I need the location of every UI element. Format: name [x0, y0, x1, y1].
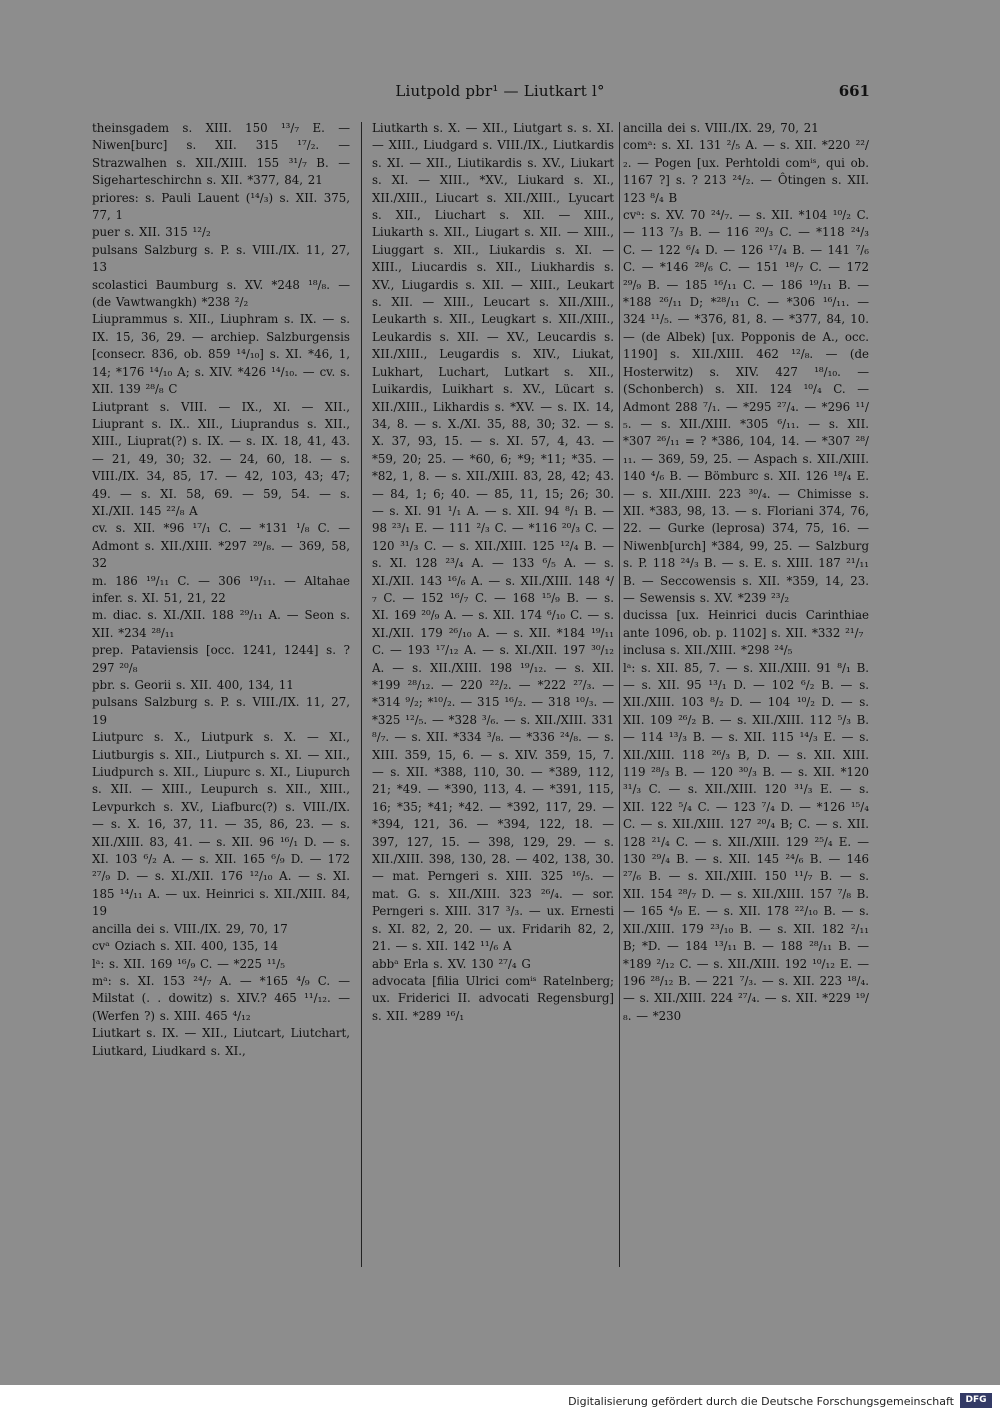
page-header [0, 82, 1000, 106]
entry-paragraph: m. 186 ¹⁹/₁₁ C. — 306 ¹⁹/₁₁. — Altahae infer. s. XI. 51, 21, 22 [92, 573, 350, 605]
running-title: Liutpold pbr¹ — Liutkart l° [395, 82, 605, 100]
entry-paragraph: m. diac. s. XI./XII. 188 ²⁹/₁₁ A. — Seon s. XII. *234 ²⁸/₁₁ [92, 608, 350, 640]
entry-paragraph: Liutpurc s. X., Liutpurk s. X. — XI., Liutburgis s. XII., Liutpurch s. XI. — XII., Liudpurch s. XII., Liupurc s. XI., Liupurch s. XII. — XIII., Leupurch s. XII., XIII., Levpurkch s. XV., Liafburc(?) s. VIII./IX. — s. X. 16, 37, 11. — 35, 86, 23. — s. XII./XIII. 83, 41. — s. XII. 96 ¹⁶/₁ D. — s. XI. 103 ⁶/₂ A. — s. XII. 165 ⁶/₉ D. — 172 ²⁷/₉ D. — s. XI./XII. 176 ¹²/₁₀ A. — s. XI. 185 ¹⁴/₁₁ A. — ux. Heinrici s. XII./XIII. 84, 19 [92, 730, 350, 919]
entry-paragraph: ancilla dei s. VIII./IX. 29, 70, 17 [92, 921, 288, 936]
entry-paragraph: Liutkarth s. X. — XII., Liutgart s. s. XI. — XIII., Liudgard s. VIII./IX., Liutkardis s. XI. — XII., Liutikardis s. XV., Liukart s. XI. — XIII., *XV., Liukard s. XI., XII./XIII., Liucart s. XII./XIII., Lyucart s. XII., Liuchart s. XII. — XIII., Liukarth s. XII., Liugart s. XII. — XIII., Liuggart s. XII., Liukardis s. XI. — XIII., Liucardis s. XII., Liukhardis s. XV., Liugardis s. XII. — XIII., Leukart s. XII. — XIII., Leucart s. XII./XIII., Leukarth s. XII., Leugkart s. XII./XIII., Leukardis s. XII. — XV., Leucardis s. XII./XIII., Leugardis s. XIV., Liukat, Lukhart, Luchart, Lutkart s. XII., Luikardis, Luikhart s. XV., Lücart s. XII./XIII., Likhardis s. *XV. — s. IX. 14, 34, 8. — s. X./XI. 35, 88, 30; 32. — s. X. 37, 93, 15. — s. XI. 57, 4, 43. — *59, 20; 25. — *60, 6; *9; *11; *35. — *82, 1, 8. — s. XII./XIII. 83, 28, 42; 43. — 84, 1; 6; 40. — 85, 11, 15; 26; 30. — s. XI. 91 ¹/₁ A. — s. XII. 94 ⁸/₁ B. — 98 ²³/₁ E. — 111 ²/₃ C. — *116 ²⁰/₃ C. — 120 ³¹/₃ C. — s. XII./XIII. 125 ¹²/₄ B. — s. XI. 128 ²³/₄ A. — 133 ⁶/₅ A. — s. XI./XII. 143 ¹⁶/₆ A. — s. XII./XIII. 148 ⁴/₇ C. — 152 ¹⁶/₇ C. — 168 ¹⁵/₉ B. — s. XI. 169 ²⁰/₉ A. — s. XII. 174 ⁶/₁₀ C. — s. XI./XII. 179 ²⁶/₁₀ A. — s. XII. *184 ¹⁹/₁₁ C. — 193 ¹⁷/₁₂ A. — s. XI./XII. 197 ³⁰/₁₂ A. — s. XII./XIII. 198 ¹⁹/₁₂. — s. XII. *199 ²⁸/₁₂. — 220 ²²/₂. — *222 ²⁷/₃. — *314 ⁹/₂; *¹⁰/₂. — 315 ¹⁶/₂. — 318 ¹⁰/₃. — *325 ¹²/₅. — *328 ³/₆. — s. XII./XIII. 331 ⁸/₇. — s. XII. *334 ³/₈. — *336 ²⁴/₈. — s. XIII. 359, 15, 6. — s. XIV. 359, 15, 7. — s. XII. *388, 110, 30. — *389, 112, 21; *49. — *390, 113, 4. — *391, 115, 16; *35; *41; *42. — *392, 117, 29. — *394, 121, 36. — *394, 122, 18. — 397, 127, 15. — 398, 129, 29. — s. XII./XIII. 398, 130, 28. — 402, 138, 30. — mat. Perngeri s. XIII. 325 ¹⁶/₅. — mat. G. s. XII./XIII. 323 ²⁶/₄. — sor. Perngeri s. XIII. 317 ³/₃. — ux. Ernesti s. XI. 82, 2, 20. — ux. Fridarih 82, 2, 21. — s. XII. 142 ¹¹/₆ A [372, 121, 614, 954]
entry-paragraph: Liutprant s. VIII. — IX., XI. — XII., Liuprant s. IX.. XII., Liuprandus s. XII., XIII., Liuprat(?) s. IX. — s. IX. 18, 41, 43. — 21, 49, 30; 32. — 24, 60, 18. — s. VIII./IX. 34, 85, 17. — 42, 103, 43; 47; 49. — s. XI. 58, 69. — 59, 54. — s. XI./XII. 145 ²²/₈ A [92, 399, 350, 518]
entry-paragraph: ancilla dei s. VIII./IX. 29, 70, 21 [623, 121, 819, 135]
entry-paragraph: comᵃ: s. XI. 131 ²/₅ A. — s. XII. *220 ²²/₂. — Pogen [ux. Perhtoldi comⁱˢ, qui ob. 1167 ?] s. ? 213 ²⁴/₂. — Ôtingen s. XII. 123 ⁸/₄ B [623, 138, 869, 205]
entry-paragraph: puer s. XII. 315 ¹²/₂ [92, 225, 211, 240]
entry-paragraph: cvᵃ: s. XV. 70 ²⁴/₇. — s. XII. *104 ¹⁰/₂ C. — 113 ⁷/₃ B. — 116 ²⁰/₃ C. — *118 ²⁴/₃ C. — 122 ⁶/₄ D. — 126 ¹⁷/₄ B. — 141 ⁷/₆ C. — *146 ²⁸/₆ C. — 151 ¹⁸/₇ C. — 172 ²⁹/₉ B. — 185 ¹⁶/₁₁ C. — 186 ¹⁹/₁₁ B. — *188 ²⁶/₁₁ D; *²⁸/₁₁ C. — *306 ¹⁶/₁₁. — 324 ¹¹/₅. — *376, 81, 8. — *377, 84, 10. — (de Albek) [ux. Popponis de A., occ. 1190] s. XII./XIII. 462 ¹²/₈. — (de Hosterwitz) s. XIV. 427 ¹⁸/₁₀. — (Schonberch) s. XII. 124 ¹⁰/₄ C. — Admont 288 ⁷/₁. — *295 ²⁷/₄. — *296 ¹¹/₅. — s. XII./XIII. *305 ⁶/₁₁. — s. XII. *307 ²⁶/₁₁ = ? *386, 104, 14. — *307 ²⁸/₁₁. — 369, 59, 25. — Aspach s. XII./XIII. 140 ⁴/₆ B. — Bömburc s. XII. 126 ¹⁸/₄ E. — s. XII./XIII. 223 ³⁰/₄. — Chimisse s. XII. *383, 98, 13. — s. Floriani 374, 76, 22. — Gurke (leprosa) 374, 75, 16. — Niwenb[urch] *384, 99, 25. — Salzburg s. P. 118 ²⁴/₃ B. — s. E. s. XIII. 187 ²¹/₁₁ B. — Seccowensis s. XII. *359, 14, 23. — Sewensis s. XV. *239 ²³/₂ [623, 208, 869, 605]
footer-bar [0, 1385, 1000, 1417]
entry-paragraph: lᵃ: s. XII. 169 ¹⁶/₉ C. — *225 ¹¹/₅ [92, 956, 285, 971]
entry-paragraph: advocata [filia Ulrici comⁱˢ Ratelnberg; ux. Friderici II. advocati Regensburg] s. XII. *289 ¹⁶/₁ [372, 973, 614, 1023]
column-divider [361, 122, 362, 1267]
entry-paragraph: cvᵃ Oziach s. XII. 400, 135, 14 [92, 939, 279, 954]
page-number: 661 [838, 82, 870, 100]
entry-paragraph: priores: s. Pauli Lauent (¹⁴/₃) s. XII. 375, 77, 1 [92, 190, 350, 223]
entry-paragraph: theinsgadem s. XIII. 150 ¹³/₇ E. — Niwen[burc] s. XII. 315 ¹⁷/₂. — Strazwalhen s. XII./XIII. 155 ³¹/₇ B. — Sigeharteschirchn s. XII. *377, 84, 21 [92, 121, 350, 188]
text-column-left [92, 120, 350, 1270]
entry-paragraph: inclusa s. XII./XIII. *298 ²⁴/₅ [623, 643, 793, 658]
entry-paragraph: Liuprammus s. XII., Liuphram s. IX. — s. IX. 15, 36, 29. — archiep. Salzburgensis [consecr. 836, ob. 859 ¹⁴/₁₀] s. XI. *46, 1, 14; *176 ¹⁴/₁₀ A; s. XIV. *426 ¹⁴/₁₀. — cv. s. XII. 139 ²⁸/₈ C [92, 312, 350, 397]
entry-paragraph: cv. s. XII. *96 ¹⁷/₁ C. — *131 ¹/₈ C. — Admont s. XII./XIII. *297 ²⁹/₈. — 369, 58, 32 [92, 521, 350, 571]
entry-paragraph: mᵃ: s. XI. 153 ²⁴/₇ A. — *165 ⁴/₉ C. — Milstat (. . dowitz) s. XIV.? 465 ¹¹/₁₂. — (Werfen ?) s. XIII. 465 ⁴/₁₂ [92, 973, 350, 1023]
funding-notice: Digitalisierung gefördert durch die Deutsche Forschungsgemeinschaft [568, 1395, 954, 1408]
entry-paragraph: lᵃ: s. XII. 85, 7. — s. XII./XIII. 91 ⁸/₁ B. — s. XII. 95 ¹³/₁ D. — 102 ⁶/₂ B. — s. XII./XIII. 103 ⁸/₂ D. — 104 ¹⁰/₂ D. — s. XII. 109 ²⁶/₂ B. — s. XII./XIII. 112 ⁵/₃ B. — 114 ¹³/₃ B. — s. XII. 115 ¹⁴/₃ E. — s. XII./XIII. 118 ²⁶/₃ B, D. — s. XII. XIII. 119 ²⁸/₃ B. — 120 ³⁰/₃ B. — s. XII. *120 ³¹/₃ C. — s. XII./XIII. 120 ³¹/₃ E. — s. XII. 122 ⁵/₄ C. — 123 ⁷/₄ D. — *126 ¹⁵/₄ C. — s. XII./XIII. 127 ²⁰/₄ B; C. — s. XII. 128 ²¹/₄ C. — s. XII./XIII. 129 ²⁵/₄ E. — 130 ²⁹/₄ B. — s. XII. 145 ²⁴/₆ B. — 146 ²⁷/₆ B. — s. XII./XIII. 150 ¹¹/₇ B. — s. XII. 154 ²⁸/₇ D. — s. XII./XIII. 157 ⁷/₈ B. — 165 ⁴/₉ E. — s. XII. 178 ²²/₁₀ B. — s. XII./XIII. 179 ²³/₁₀ B. — s. XII. 182 ²/₁₁ B; *D. — 184 ¹³/₁₁ B. — 188 ²⁸/₁₁ B. — *189 ²/₁₂ C. — s. XII./XIII. 192 ¹⁰/₁₂ E. — 196 ²⁸/₁₂ B. — 221 ⁷/₃. — s. XII. 223 ¹⁸/₄. — s. XII./XIII. 224 ²⁷/₄. — s. XII. *229 ¹⁹/₈. — *230 [623, 660, 869, 1023]
entry-paragraph: pbr. s. Georii s. XII. 400, 134, 11 [92, 678, 294, 692]
entry-paragraph: abbᵃ Erla s. XV. 130 ²⁷/₄ G [372, 956, 531, 971]
entry-paragraph: scolastici Baumburg s. XV. *248 ¹⁸/₈. — (de Vawtwangkh) *238 ²/₂ [92, 277, 350, 310]
text-column-right [623, 120, 869, 1270]
entry-paragraph: prep. Pataviensis [occ. 1241, 1244] s. ? 297 ²⁰/₈ [92, 643, 350, 675]
entry-paragraph: ducissa [ux. Heinrici ducis Carinthiae ante 1096, ob. p. 1102] s. XII. *332 ²¹/₇ [623, 608, 869, 640]
entry-paragraph: pulsans Salzburg s. P. s. VIII./IX. 11, 27, 19 [92, 695, 350, 727]
column-divider [619, 122, 620, 1267]
dfg-logo: DFG [960, 1393, 992, 1408]
entry-paragraph: pulsans Salzburg s. P. s. VIII./IX. 11, 27, 13 [92, 242, 350, 275]
entry-paragraph: Liutkart s. IX. — XII., Liutcart, Liutchart, Liutkard, Liudkard s. XI., [92, 1026, 350, 1058]
text-column-middle [372, 120, 614, 1270]
